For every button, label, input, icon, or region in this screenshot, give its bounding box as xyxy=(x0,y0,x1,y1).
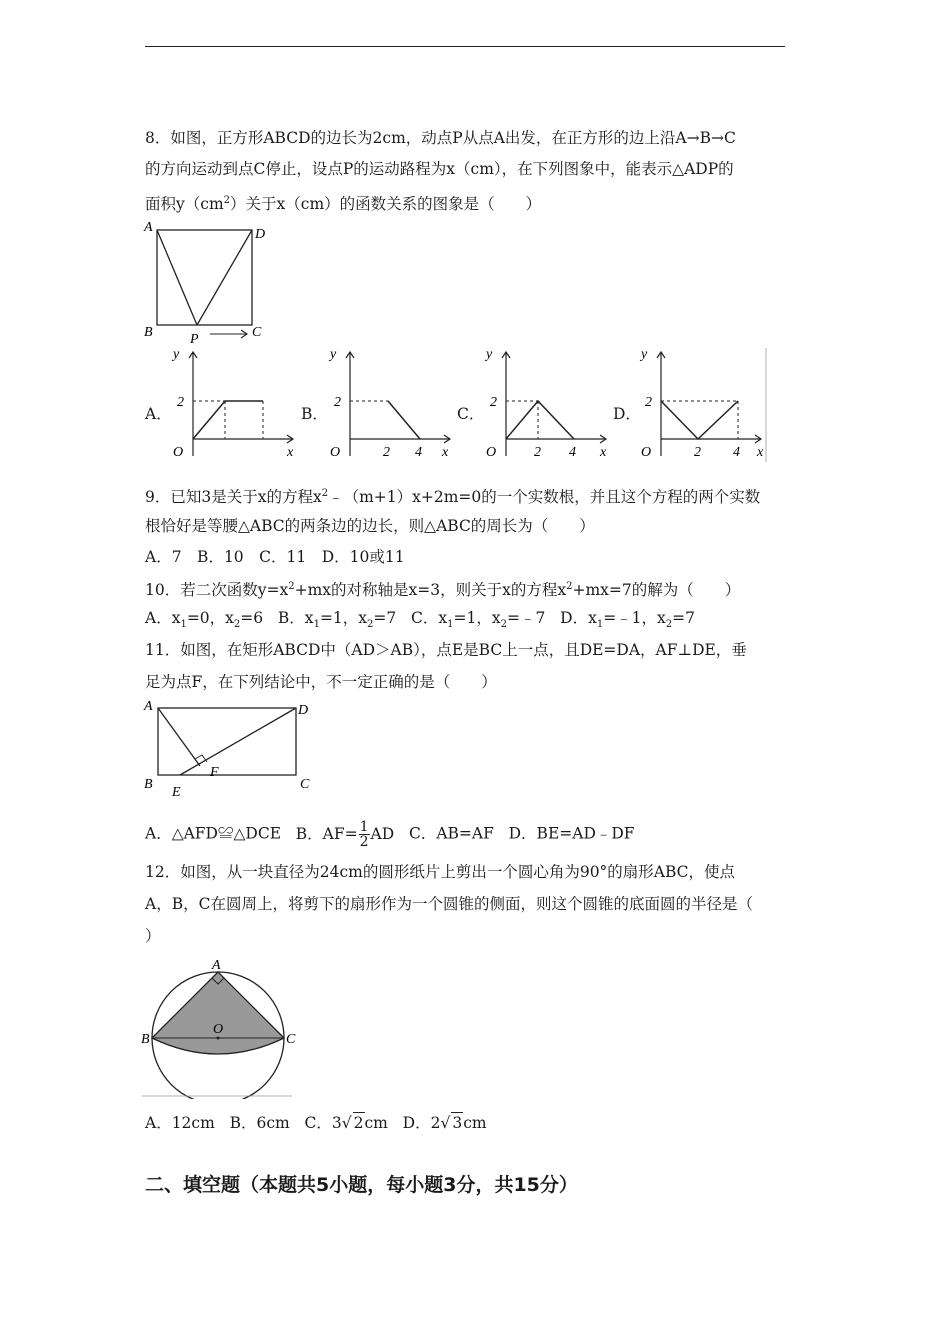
q8-option-c-graph[interactable] xyxy=(478,346,613,464)
label-p: P xyxy=(190,332,199,346)
svg-text:O: O xyxy=(330,445,341,460)
q10-option-b: B．$x_1=1$，$x_2=7$ xyxy=(277,609,397,631)
q11-option-c: C．AB=AF xyxy=(408,824,494,843)
q8-option-c-label[interactable]: C． xyxy=(457,405,485,423)
q12-options[interactable] xyxy=(145,1112,487,1133)
q8-line1: 8．如图，正方形ABCD的边长为2cm，动点P从点A出发，在正方形的边上沿A→B→C xyxy=(145,129,736,147)
label-b: B xyxy=(144,325,153,340)
q12-option-a: A．12cm xyxy=(145,1114,215,1132)
q11-option-a: A．△AFD≌△DCE xyxy=(145,824,282,843)
q9-line2: 根恰好是等腰△ABC的两条边的边长，则△ABC的周长为（ ） xyxy=(145,517,595,535)
q8-line2: 的方向运动到点C停止，设点P的运动路程为x（cm），在下列图象中，能表示△ADP的 xyxy=(145,160,734,178)
q10-options[interactable] xyxy=(145,608,695,635)
svg-text:B: B xyxy=(141,1032,150,1047)
q12-line3: ） xyxy=(145,927,161,945)
q8-square-figure xyxy=(142,218,274,346)
q12-option-d: D．2√ 3cm xyxy=(402,1114,487,1132)
svg-text:O: O xyxy=(486,445,497,460)
label-a: A xyxy=(144,220,153,235)
svg-text:A: A xyxy=(144,699,153,714)
q8-line3: 面积$y(cm^2)$关于x（cm）的函数关系的图象是（ ） xyxy=(145,195,542,214)
q12-option-c: C．3√ 2cm xyxy=(304,1114,388,1132)
svg-text:4: 4 xyxy=(415,445,422,460)
q8-option-a-graph[interactable] xyxy=(165,346,300,464)
svg-text:2: 2 xyxy=(694,445,701,460)
svg-text:4: 4 xyxy=(569,445,576,460)
svg-text:D: D xyxy=(298,703,309,718)
svg-text:C: C xyxy=(300,777,310,792)
q12-option-b: B．6cm xyxy=(229,1114,290,1132)
q12-circle-figure xyxy=(140,955,300,1099)
q9-line1: 9．已知3是关于x的方程$x^2﹣(m+1)x+2m=0$的一个实数根，并且这个方程的两个实数 xyxy=(145,488,761,507)
svg-text:y: y xyxy=(330,347,337,362)
q10-option-a: A．$x_1=0$，$x_2=6$ xyxy=(145,609,264,631)
q11-line2: 足为点F，在下列结论中，不一定正确的是（ ） xyxy=(145,673,497,691)
q9-options[interactable]: A．7 B．10 C．11 D．10或11 xyxy=(145,548,405,566)
q8-option-b-label[interactable]: B． xyxy=(301,405,328,423)
q11-option-d: D．BE=AD﹣DF xyxy=(508,824,635,843)
svg-text:O: O xyxy=(641,445,652,460)
q11-option-b: B．AF= $\frac{1}{2}$ AD xyxy=(295,819,395,850)
svg-text:y: y xyxy=(173,347,180,362)
q8-option-a-label[interactable]: A． xyxy=(145,405,172,423)
q11-options[interactable] xyxy=(145,820,635,849)
q10-option-c: C．$x_1=1$，$x_2=﹣7$ xyxy=(411,609,546,631)
q8-option-b-graph[interactable] xyxy=(322,346,457,464)
svg-text:2: 2 xyxy=(334,395,341,410)
svg-text:x: x xyxy=(442,445,449,460)
q11-line1: 11．如图，在矩形ABCD中（AD＞AB），点E是BC上一点，且DE=DA，AF⊥DE，垂 xyxy=(145,641,747,659)
q12-line2: A，B，C在圆周上，将剪下的扇形作为一个圆锥的侧面，则这个圆锥的底面圆的半径是（ xyxy=(145,895,753,913)
svg-text:x: x xyxy=(757,445,764,460)
svg-text:4: 4 xyxy=(733,445,740,460)
svg-text:F: F xyxy=(210,765,219,780)
svg-text:2: 2 xyxy=(177,395,184,410)
svg-text:2: 2 xyxy=(645,395,652,410)
svg-text:y: y xyxy=(486,347,493,362)
q10-option-d: D．$x_1=﹣1$，$x_2=7$ xyxy=(560,609,696,631)
section-heading: 二、填空题（本题共5小题，每小题3分，共15分） xyxy=(145,1174,578,1196)
sqrt-icon: √ xyxy=(440,1114,451,1132)
q8-option-d-label[interactable]: D． xyxy=(613,405,641,423)
svg-text:x: x xyxy=(287,445,294,460)
svg-text:E: E xyxy=(172,785,181,800)
svg-text:B: B xyxy=(144,777,153,792)
svg-text:2: 2 xyxy=(534,445,541,460)
header-rule xyxy=(145,46,785,47)
svg-text:2: 2 xyxy=(383,445,390,460)
sqrt-icon: √ xyxy=(341,1114,352,1132)
label-c: C xyxy=(252,325,262,340)
q8-option-d-graph[interactable] xyxy=(633,346,773,464)
q11-rectangle-figure xyxy=(140,696,320,800)
q12-line1: 12．如图，从一块直径为24cm的圆形纸片上剪出一个圆心角为90°的扇形ABC，使点 xyxy=(145,863,736,881)
svg-text:C: C xyxy=(286,1032,296,1047)
svg-text:y: y xyxy=(641,347,648,362)
q10-line1: 10．若二次函数$y=x^2+mx$的对称轴是x=3，则关于x的方程$x^2+mx=7$的解为（ ） xyxy=(145,581,741,600)
svg-text:O: O xyxy=(173,445,184,460)
svg-text:O: O xyxy=(213,1022,224,1037)
svg-text:2: 2 xyxy=(490,395,497,410)
label-d: D xyxy=(255,227,266,242)
svg-text:x: x xyxy=(600,445,607,460)
svg-text:A: A xyxy=(212,958,221,973)
